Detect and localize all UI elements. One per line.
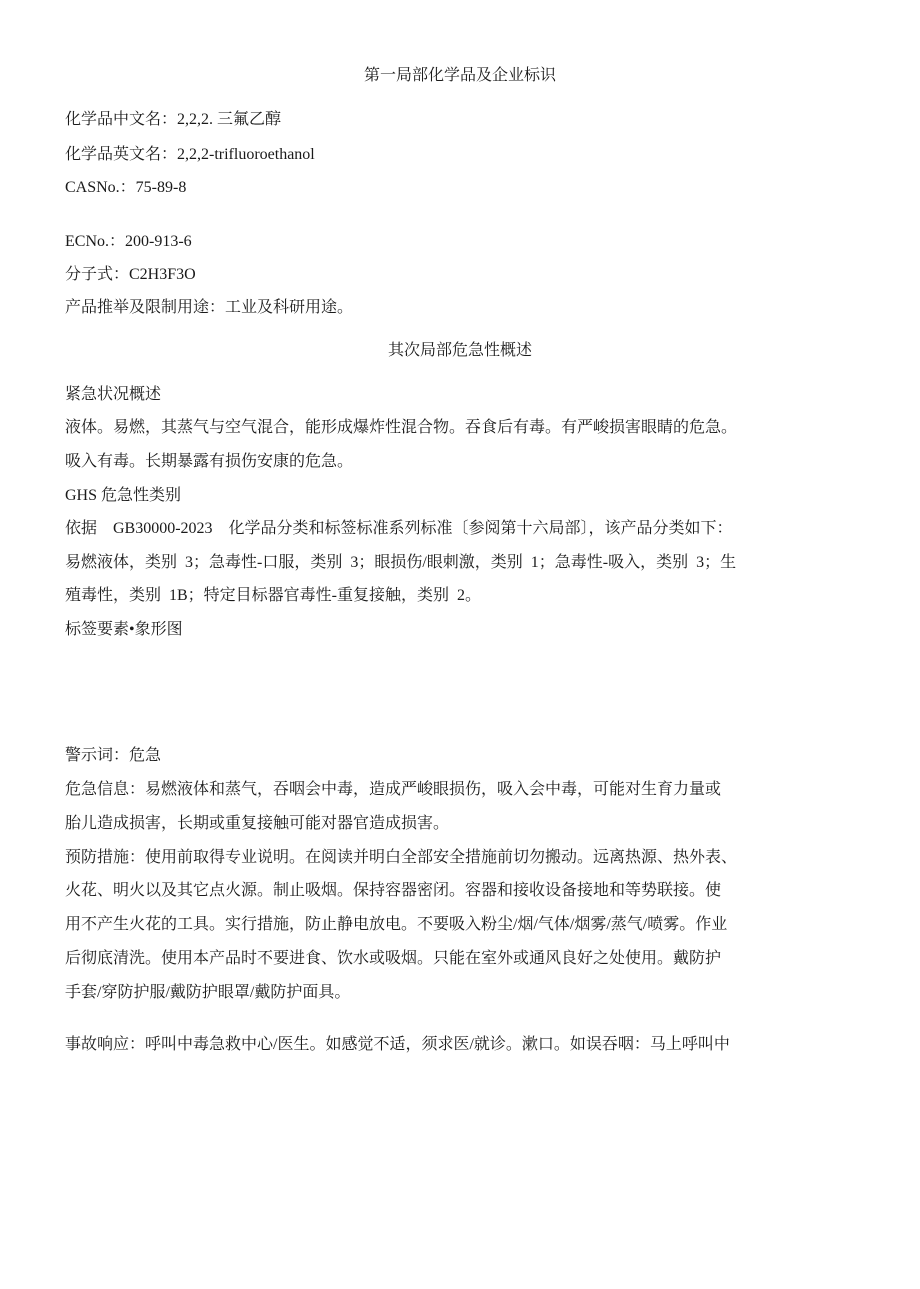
ec-number: ECNo.：200-913-6: [65, 233, 192, 250]
emergency-text-line: 吸入有毒。长期暴露有损伤安康的危急。: [65, 453, 354, 470]
prevention-line: 火花、明火以及其它点火源。制止吸烟。保持容器密闭。容器和接收设备接地和等势联接。使: [65, 882, 722, 899]
ghs-text-line: 易燃液体，类别 3；急毒性-口服，类别 3；眼损伤/眼刺激，类别 1；急毒性-吸入，类别 3；生: [65, 554, 737, 571]
hazard-statement-line: 胎儿造成损害，长期或重复接触可能对器官造成损害。: [65, 815, 450, 832]
chemical-en-name: 化学品英文名：2,2,2-trifluoroethanol: [65, 146, 315, 163]
section1-title: 第一局部化学品及企业标识: [363, 67, 556, 84]
cas-number: CASNo.：75-89-8: [65, 179, 187, 196]
emergency-text-line: 液体。易燃，其蒸气与空气混合，能形成爆炸性混合物。吞食后有毒。有严峻损害眼睛的危急。: [65, 419, 738, 436]
molecular-formula: 分子式：C2H3F3O: [65, 266, 196, 283]
prevention-line: 后彻底清洗。使用本产品时不要进食、饮水或吸烟。只能在室外或通风良好之处使用。戴防护: [65, 950, 722, 967]
prevention-line: 手套/穿防护服/戴防护眼罩/戴防护面具。: [65, 984, 351, 1001]
product-use: 产品推举及限制用途：工业及科研用途。: [65, 299, 354, 316]
section2-title: 其次局部危急性概述: [387, 342, 532, 359]
prevention-line: 预防措施：使用前取得专业说明。在阅读并明白全部安全措施前切勿搬动。远离热源、热外表、: [65, 849, 738, 866]
ghs-heading: GHS 危急性类别: [65, 487, 182, 504]
emergency-heading: 紧急状况概述: [65, 386, 162, 403]
chemical-cn-name: 化学品中文名：2,2,2. 三氟乙醇: [65, 111, 282, 128]
prevention-line: 用不产生火花的工具。实行措施，防止静电放电。不要吸入粉尘/烟/气体/烟雾/蒸气/喷雾。作业: [65, 916, 728, 933]
hazard-statement-line: 危急信息：易燃液体和蒸气，吞咽会中毒，造成严峻眼损伤，吸入会中毒，可能对生育力量或: [65, 781, 722, 798]
response-line: 事故响应：呼叫中毒急救中心/医生。如感觉不适，须求医/就诊。漱口。如误吞咽：马上呼叫中: [65, 1036, 730, 1053]
ghs-text-line: 依据 GB30000-2023 化学品分类和标签标准系列标准〔参阅第十六局部〕，该产品分类如下：: [65, 520, 733, 537]
ghs-text-line: 殖毒性，类别 1B；特定目标器官毒性-重复接触，类别 2。: [65, 587, 482, 604]
signal-word: 警示词：危急: [65, 747, 162, 764]
label-elements-heading: 标签要素•象形图: [65, 621, 183, 638]
